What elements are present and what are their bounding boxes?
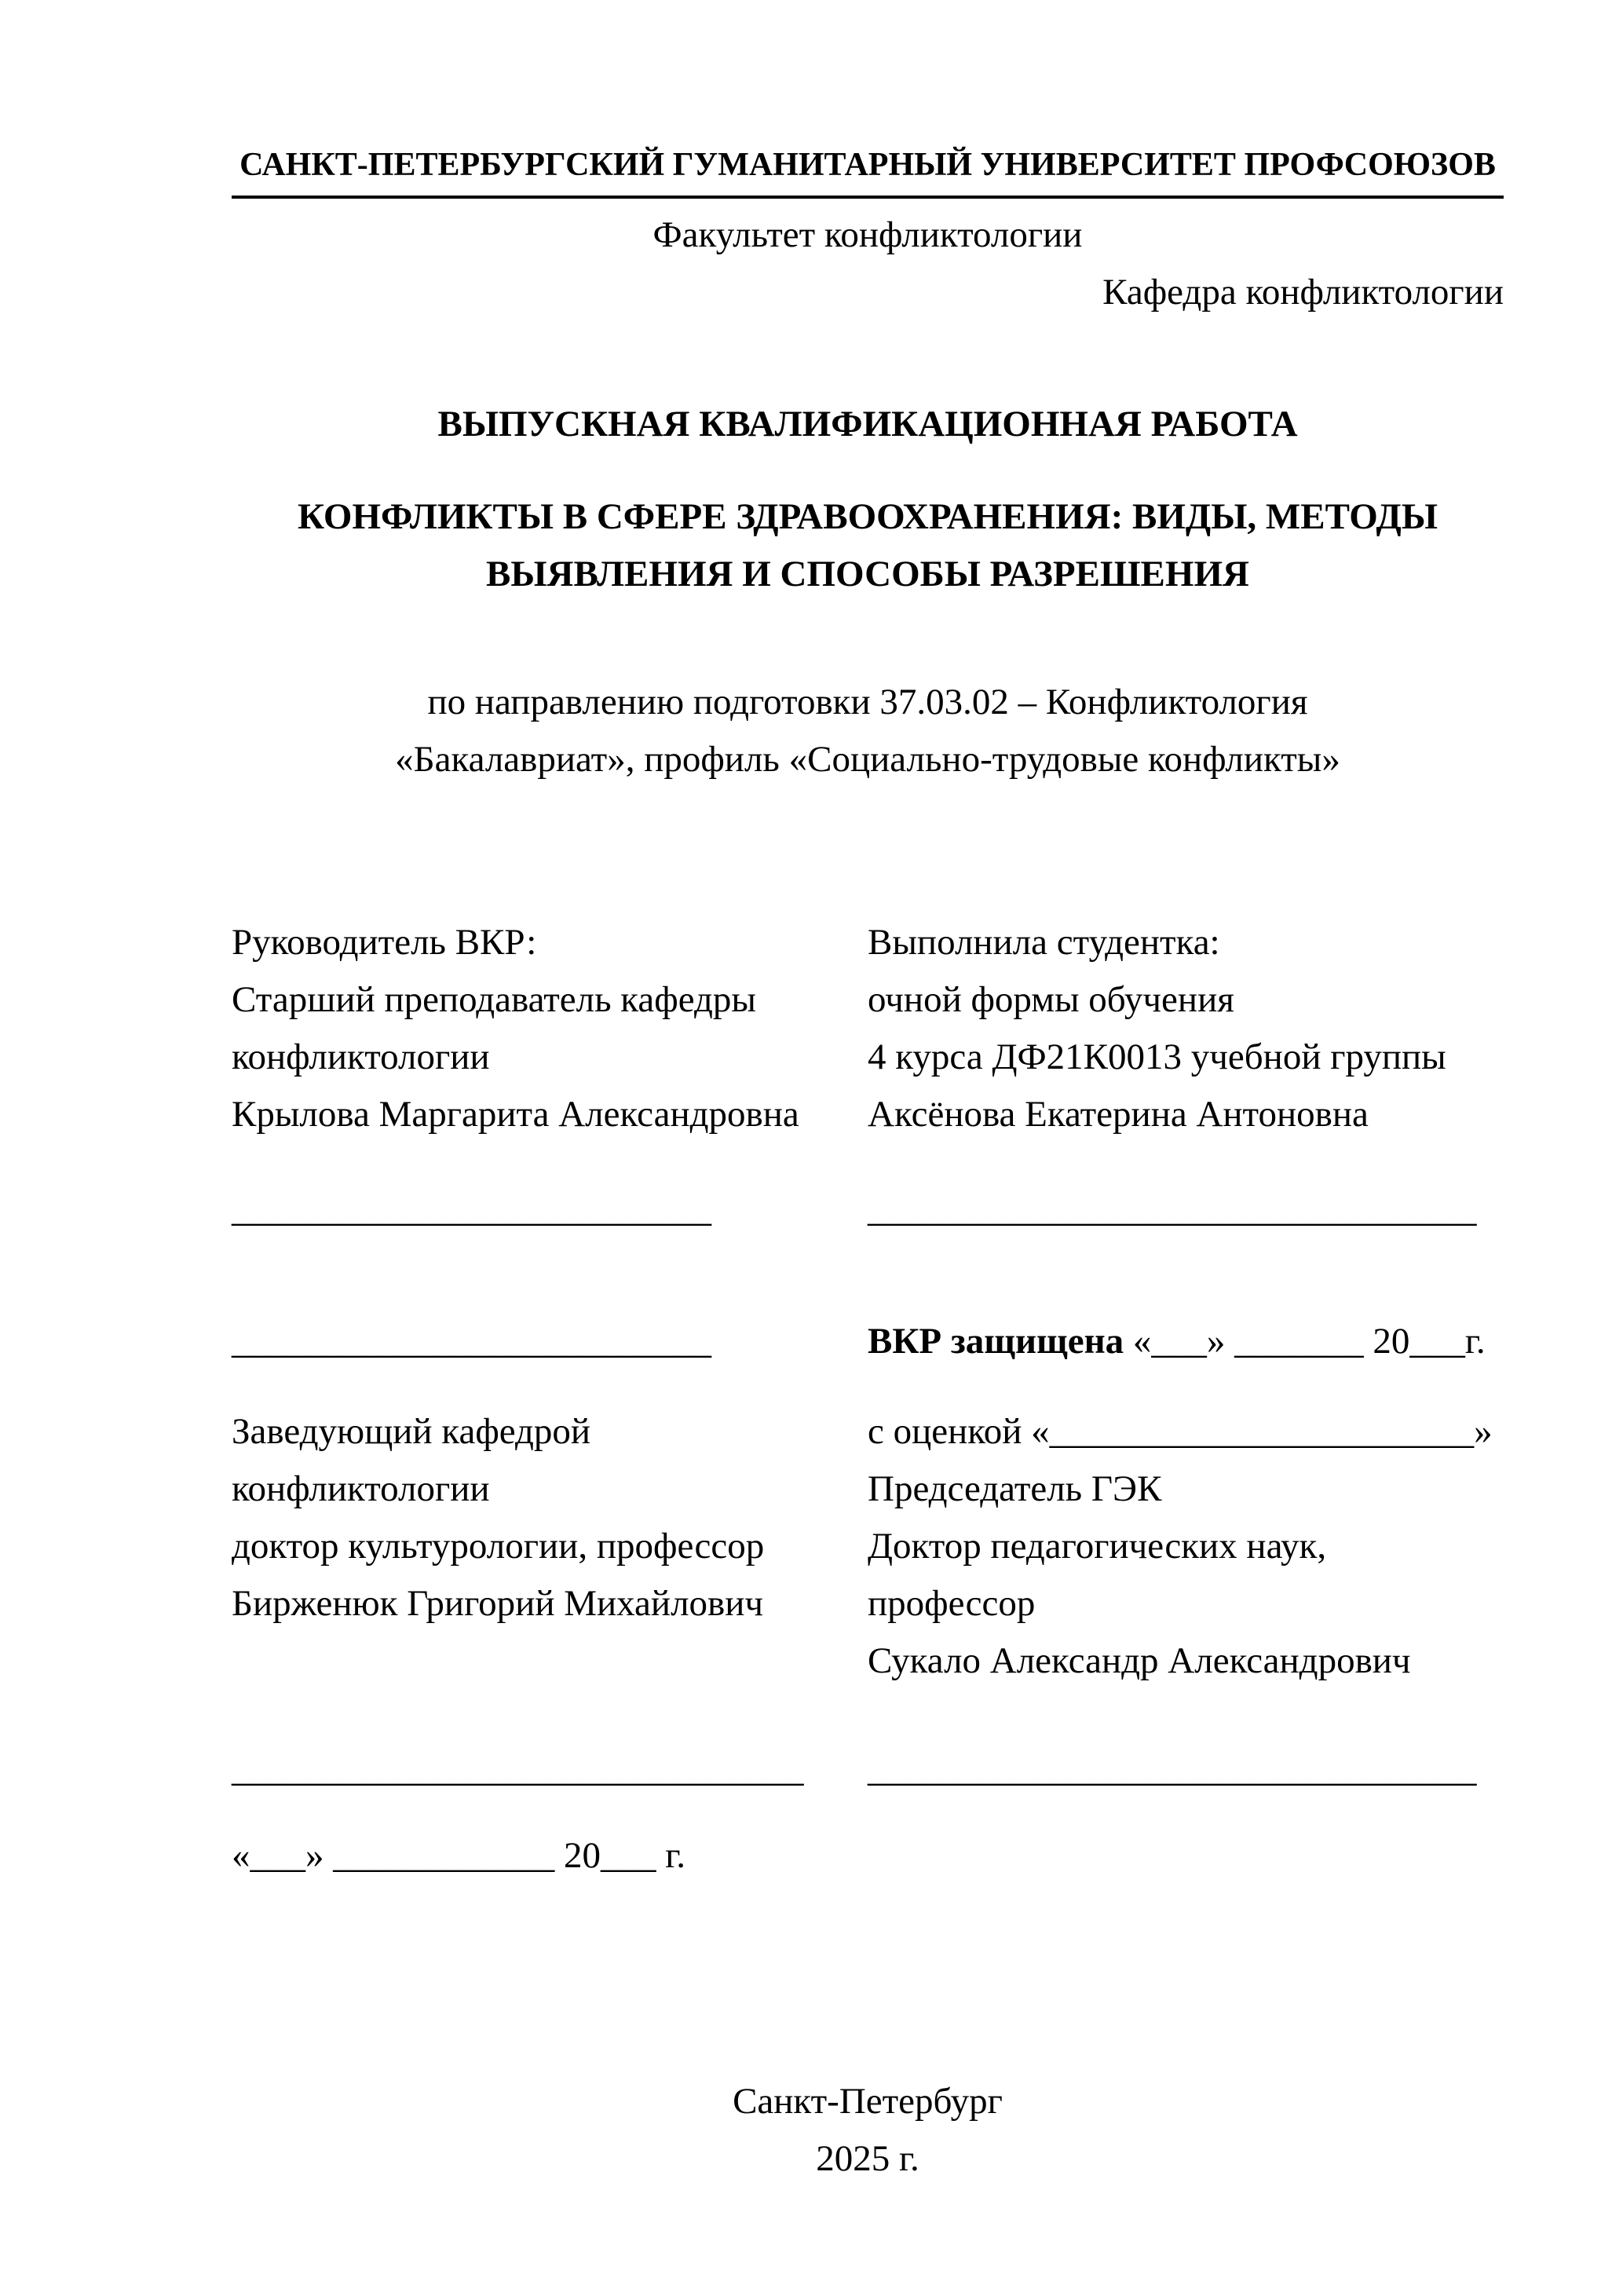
defense-blanks: «___» _______ 20___г. (1124, 1321, 1486, 1362)
defense-row (232, 1313, 1504, 1370)
student-study-form: очной формы обучения (868, 979, 1234, 1020)
program-line-1: по направлению подготовки 37.03.02 – Конфликтология (427, 682, 1308, 722)
head-of-department-block (232, 1403, 868, 1690)
faculty-name: Факультет конфликтологии (652, 214, 1083, 255)
university-name: САНКТ-ПЕТЕРБУРГСКИЙ ГУМАНИТАРНЫЙ УНИВЕРСИТЕТ ПРОФСОЮЗОВ (232, 145, 1504, 199)
program-line-2: «Бакалавриат», профиль «Социально-трудовые конфликты» (395, 739, 1340, 780)
supervisor-name: Крылова Маргарита Александровна (232, 1094, 799, 1135)
roles-block (232, 914, 1504, 1143)
student-block (868, 914, 1504, 1143)
supervisor-signature-line-2: __________________________ (232, 1321, 711, 1362)
head-signature-line: _______________________________ (232, 1749, 804, 1790)
student-signature-line: _________________________________ (868, 1189, 1477, 1230)
signature-row-2 (232, 1741, 1504, 1798)
chairman-position: Председатель ГЭК (868, 1468, 1162, 1509)
head-position-line-1: Заведующий кафедрой (232, 1411, 591, 1452)
chairman-degree-line-1: Доктор педагогических наук, (868, 1526, 1327, 1567)
footer (232, 2073, 1504, 2188)
supervisor-position-line-1: Старший преподаватель кафедры (232, 979, 756, 1020)
chairman-signature-line: _________________________________ (868, 1749, 1477, 1790)
head-date-line: «___» ____________ 20___ г. (232, 1835, 685, 1876)
department-name: Кафедра конфликтологии (1102, 272, 1504, 313)
supervisor-block (232, 914, 868, 1143)
grade-line: с оценкой «_______________________» (868, 1411, 1493, 1452)
head-degree-line: доктор культурологии, профессор (232, 1526, 765, 1567)
thesis-title-line-2: ВЫЯВЛЕНИЯ И СПОСОБЫ РАЗРЕШЕНИЯ (486, 554, 1249, 594)
supervisor-signature-line: __________________________ (232, 1189, 711, 1230)
chairman-block (868, 1403, 1504, 1690)
head-name: Бирженюк Григорий Михайлович (232, 1583, 764, 1624)
approval-block (232, 1403, 1504, 1690)
thesis-title-line-1: КОНФЛИКТЫ В СФЕРЕ ЗДРАВООХРАНЕНИЯ: ВИДЫ, МЕТОДЫ (297, 496, 1438, 537)
program-info (232, 674, 1504, 788)
chairman-degree-line-2: профессор (868, 1583, 1036, 1624)
city: Санкт-Петербург (733, 2081, 1003, 2122)
defense-label: ВКР защищена (868, 1321, 1124, 1362)
student-name: Аксёнова Екатерина Антоновна (868, 1094, 1369, 1135)
supervisor-role-label: Руководитель ВКР: (232, 922, 537, 963)
chairman-name: Сукало Александр Александрович (868, 1640, 1411, 1681)
supervisor-position-line-2: конфликтологии (232, 1036, 490, 1077)
thesis-title (232, 488, 1504, 603)
student-role-label: Выполнила студентка: (868, 922, 1220, 963)
head-position-line-2: конфликтологии (232, 1468, 490, 1509)
year: 2025 г. (816, 2138, 919, 2179)
work-type-heading: ВЫПУСКНАЯ КВАЛИФИКАЦИОННАЯ РАБОТА (437, 404, 1298, 444)
student-group: 4 курса ДФ21К0013 учебной группы (868, 1036, 1446, 1077)
defense-line (868, 1313, 1504, 1370)
signature-row-1 (232, 1181, 1504, 1238)
